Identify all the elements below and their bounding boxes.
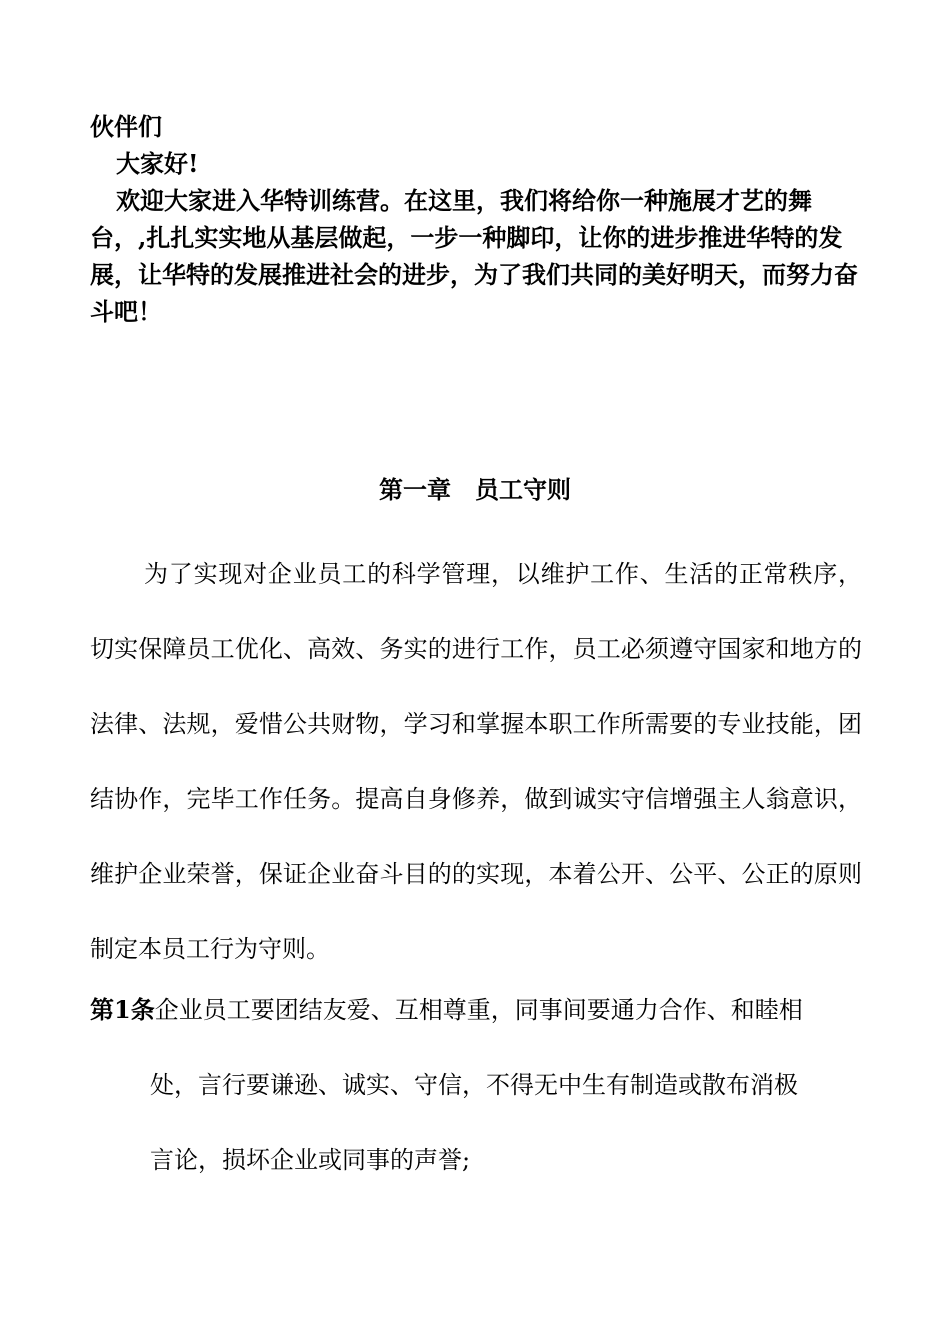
greeting-section [90,108,862,330]
preamble-paragraph: 为了实现对企业员工的科学管理，以维护工作、生活的正常秩序，切实保障员工优化、高效、务实的进行工作，员工必须遵守国家和地方的法律、法规，爱惜公共财物，学习和掌握本职工作所需要的专业技能，团结协作，完毕工作任务。提高自身修养，做到诚实守信增强主人翁意识，维护企业荣誉，保证企业奋斗目的的实现，本着公开、公平、公正的原则制定本员工行为守则。 [90,560,862,963]
article-1 [90,972,862,1198]
article-label: 第1条 [90,995,155,1024]
chapter-heading [0,472,950,508]
article-line-2: 处，言行要谦逊、诚实、守信，不得无中生有制造或散布消极 [150,1071,798,1099]
article-line-3: 言论，损坏企业或同事的声誉; [150,1146,471,1174]
article-first-line: 企业员工要团结友爱、互相尊重，同事间要通力合作、和睦相 [154,996,803,1024]
chapter-number: 第一章 [379,475,451,504]
salutation: 伙伴们 [90,112,162,141]
chapter-title: 员工守则 [475,475,571,504]
hello-line: 大家好! [116,149,199,178]
intro-paragraph: 欢迎大家进入华特训练营。在这里，我们将给你一种施展才艺的舞台，,扎扎实实地从基层做起，一步一种脚印，让你的进步推进华特的发展，让华特的发展推进社会的进步，为了我们共同的美好明天，而努力奋斗吧！ [90,186,858,326]
